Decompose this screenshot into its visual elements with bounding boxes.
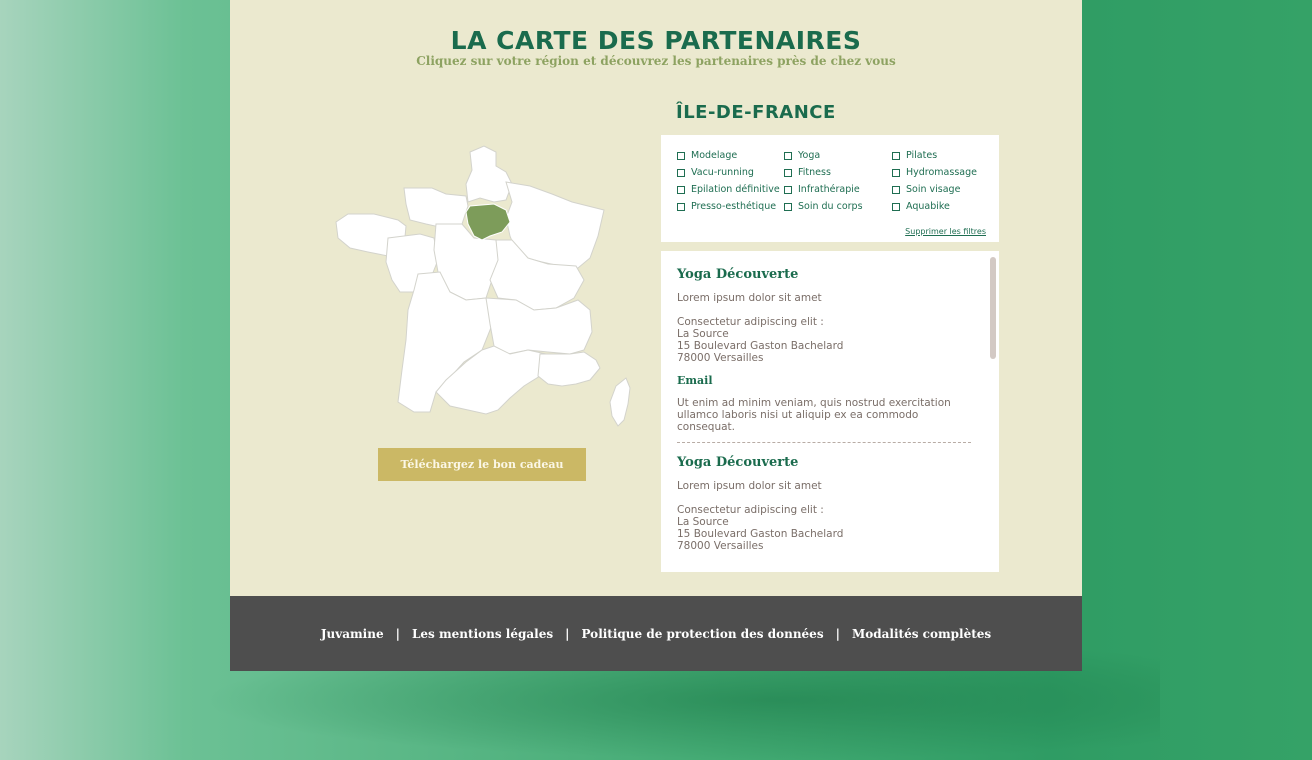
checkbox-icon[interactable] [784, 203, 792, 211]
filter-label: Soin du corps [798, 201, 863, 212]
partner-name: Yoga Découverte [677, 455, 799, 470]
region-hauts-de-france[interactable] [466, 146, 512, 202]
checkbox-icon[interactable] [892, 169, 900, 177]
checkbox-icon[interactable] [892, 203, 900, 211]
partner-description: Lorem ipsum dolor sit amet [677, 480, 822, 492]
partner-city: 78000 Versailles [677, 352, 764, 364]
filter-yoga[interactable] [784, 149, 892, 162]
partner-card [677, 455, 973, 552]
filter-fitness[interactable] [784, 166, 892, 179]
footer-link-full-terms[interactable]: Modalités complètes [851, 626, 992, 641]
scrollbar[interactable] [990, 257, 996, 359]
filter-grid [677, 149, 997, 213]
page-title: LA CARTE DES PARTENAIRES [450, 26, 862, 55]
france-map [334, 140, 634, 435]
main-panel [230, 0, 1082, 596]
partner-street: 15 Boulevard Gaston Bachelard [677, 340, 844, 352]
filter-pilates[interactable] [892, 149, 997, 162]
filter-label: Hydromassage [906, 167, 977, 178]
partner-name: Yoga Découverte [677, 267, 799, 282]
filter-label: Yoga [798, 150, 821, 161]
filter-label: Presso-esthétique [691, 201, 777, 212]
filter-soin-visage[interactable] [892, 183, 997, 196]
checkbox-icon[interactable] [677, 186, 685, 194]
download-gift-voucher-button[interactable]: Téléchargez le bon cadeau [378, 448, 586, 481]
checkbox-icon[interactable] [677, 169, 685, 177]
checkbox-icon[interactable] [892, 186, 900, 194]
filter-label: Fitness [798, 167, 831, 178]
filter-label: Vacu-running [691, 167, 754, 178]
checkbox-icon[interactable] [784, 169, 792, 177]
footer [230, 596, 1082, 671]
filter-label: Modelage [691, 150, 738, 161]
filter-label: Soin visage [906, 184, 961, 195]
filter-modelage[interactable] [677, 149, 784, 162]
filters-panel [661, 135, 999, 242]
filter-soin-du-corps[interactable] [784, 200, 892, 213]
region-corse[interactable] [610, 378, 630, 426]
page-subtitle: Cliquez sur votre région et découvrez les partenaires près de chez vous [416, 54, 896, 68]
partner-note: Ut enim ad minim veniam, quis nostrud exercitation ullamco laboris nisi ut aliquip ex ea commodo consequat. [677, 397, 951, 433]
region-provence-alpes-cote-dazur[interactable] [538, 352, 600, 386]
checkbox-icon[interactable] [892, 152, 900, 160]
filter-vacu-running[interactable] [677, 166, 784, 179]
footer-link-legal-notices[interactable]: Les mentions légales [411, 626, 554, 641]
footer-separator: | [565, 626, 570, 641]
filter-presso-esthetique[interactable] [677, 200, 784, 213]
clear-filters-link[interactable]: Supprimer les filtres [905, 227, 986, 236]
partner-city: 78000 Versailles [677, 540, 764, 552]
partner-description: Lorem ipsum dolor sit amet [677, 292, 822, 304]
partner-address-label: Consectetur adipiscing elit : [677, 504, 824, 516]
partner-place: La Source [677, 328, 729, 340]
footer-separator: | [395, 626, 400, 641]
filter-label: Infrathérapie [798, 184, 860, 195]
checkbox-icon[interactable] [677, 203, 685, 211]
checkbox-icon[interactable] [677, 152, 685, 160]
filter-label: Epilation définitive [691, 184, 780, 195]
footer-separator: | [835, 626, 840, 641]
checkbox-icon[interactable] [784, 152, 792, 160]
checkbox-icon[interactable] [784, 186, 792, 194]
filter-label: Pilates [906, 150, 938, 161]
filter-epilation-definitive[interactable] [677, 183, 784, 196]
region-title: ÎLE-DE-FRANCE [676, 102, 836, 123]
partners-list[interactable] [661, 251, 999, 572]
partner-street: 15 Boulevard Gaston Bachelard [677, 528, 844, 540]
partner-card [677, 267, 973, 433]
footer-link-privacy-policy[interactable]: Politique de protection des données [581, 626, 824, 641]
region-ile-de-france[interactable] [466, 204, 510, 240]
filter-aquabike[interactable] [892, 200, 997, 213]
region-normandie[interactable] [404, 188, 468, 228]
filter-label: Aquabike [906, 201, 950, 212]
partner-divider [677, 442, 971, 443]
filter-infratherapie[interactable] [784, 183, 892, 196]
filter-hydromassage[interactable] [892, 166, 997, 179]
partner-address-label: Consectetur adipiscing elit : [677, 316, 824, 328]
partner-email-link[interactable]: Email [677, 374, 713, 387]
partner-place: La Source [677, 516, 729, 528]
footer-link-juvamine[interactable]: Juvamine [320, 626, 384, 641]
